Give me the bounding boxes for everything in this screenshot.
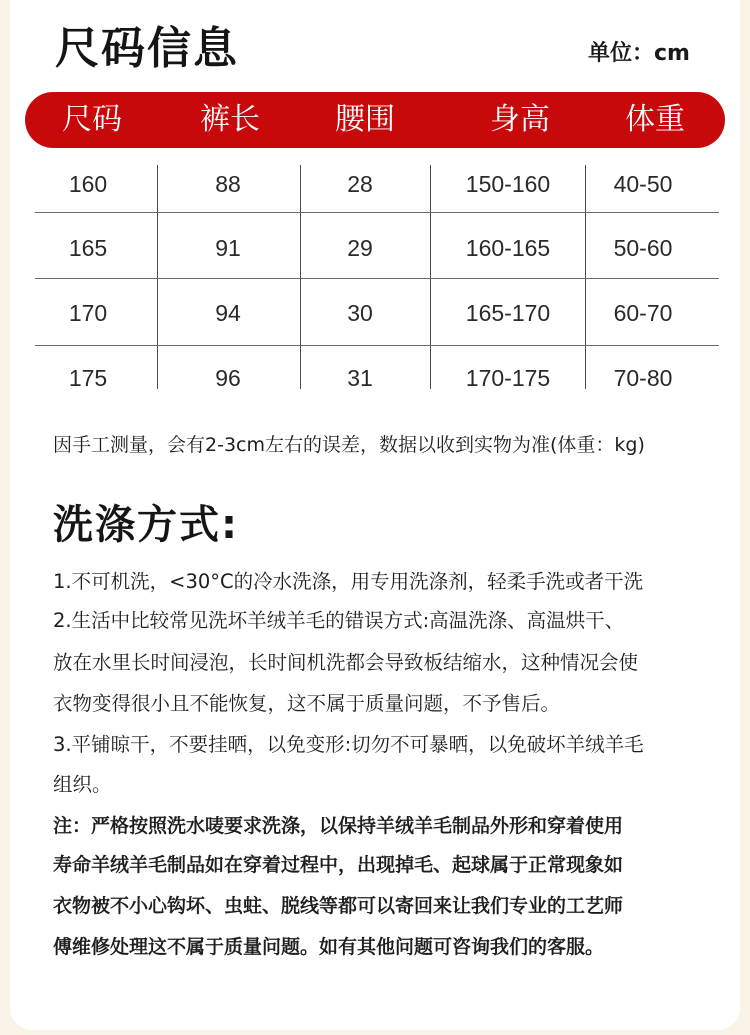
- column-divider: [157, 165, 158, 389]
- notice-line: 傅维修处理这不属于质量问题。如有其他问题可咨询我们的客服。: [53, 936, 605, 958]
- waist-cell: 28: [347, 171, 373, 197]
- row-divider: [35, 345, 719, 346]
- instruction-line: 放在水里长时间浸泡，长时间机洗都会导致板结缩水，这种情况会使: [53, 651, 639, 674]
- height-cell: 170-175: [465, 365, 551, 391]
- size-table-header: [25, 92, 725, 148]
- instruction-line: 3.平铺晾干，不要挂晒，以免变形:切勿不可暴晒，以免破坏羊绒羊毛: [53, 733, 644, 756]
- weight-cell: 60-70: [613, 300, 673, 326]
- size-info-title: 尺码信息: [55, 23, 239, 74]
- header-height: 身高: [490, 102, 550, 137]
- waist-cell: 30: [347, 300, 373, 326]
- pants-length-cell: 96: [215, 365, 241, 391]
- pants-length-cell: 88: [215, 171, 241, 197]
- measurement-note: 因手工测量，会有2-3cm左右的误差，数据以收到实物为准(体重：kg): [53, 434, 645, 456]
- weight-cell: 40-50: [613, 171, 673, 197]
- pants-length-cell: 94: [215, 300, 241, 326]
- waist-cell: 31: [347, 365, 373, 391]
- header-pants-length: 裤长: [200, 102, 260, 137]
- height-cell: 160-165: [465, 235, 551, 261]
- notice-line: 寿命羊绒羊毛制品如在穿着过程中，出现掉毛、起球属于正常现象如: [53, 854, 624, 876]
- weight-cell: 70-80: [613, 365, 673, 391]
- height-cell: 150-160: [465, 171, 551, 197]
- instruction-line: 1.不可机洗，<30°C的冷水洗涤，用专用洗涤剂，轻柔手洗或者干洗: [53, 570, 644, 593]
- column-divider: [585, 165, 586, 389]
- size-cell: 175: [68, 365, 108, 391]
- instruction-line: 衣物变得很小且不能恢复，这不属于质量问题，不予售后。: [53, 692, 561, 715]
- height-cell: 165-170: [465, 300, 551, 326]
- row-divider: [35, 278, 719, 279]
- instruction-line: 组织。: [53, 773, 112, 796]
- column-divider: [300, 165, 301, 389]
- waist-cell: 29: [347, 235, 373, 261]
- header-weight: 体重: [625, 102, 685, 137]
- pants-length-cell: 91: [215, 235, 241, 261]
- unit-label: 单位：cm: [588, 41, 690, 66]
- notice-line: 注：严格按照洗水唛要求洗涤，以保持羊绒羊毛制品外形和穿着使用: [53, 815, 624, 837]
- size-cell: 160: [68, 171, 108, 197]
- header-waist: 腰围: [335, 102, 395, 137]
- instruction-line: 2.生活中比较常见洗坏羊绒羊毛的错误方式:高温洗涤、高温烘干、: [53, 609, 625, 632]
- column-divider: [430, 165, 431, 389]
- notice-line: 衣物被不小心钩坏、虫蛀、脱线等都可以寄回来让我们专业的工艺师: [53, 895, 624, 917]
- size-cell: 165: [68, 235, 108, 261]
- size-cell: 170: [68, 300, 108, 326]
- washing-title: 洗涤方式:: [53, 502, 239, 548]
- header-size: 尺码: [62, 102, 122, 137]
- row-divider: [35, 212, 719, 213]
- weight-cell: 50-60: [613, 235, 673, 261]
